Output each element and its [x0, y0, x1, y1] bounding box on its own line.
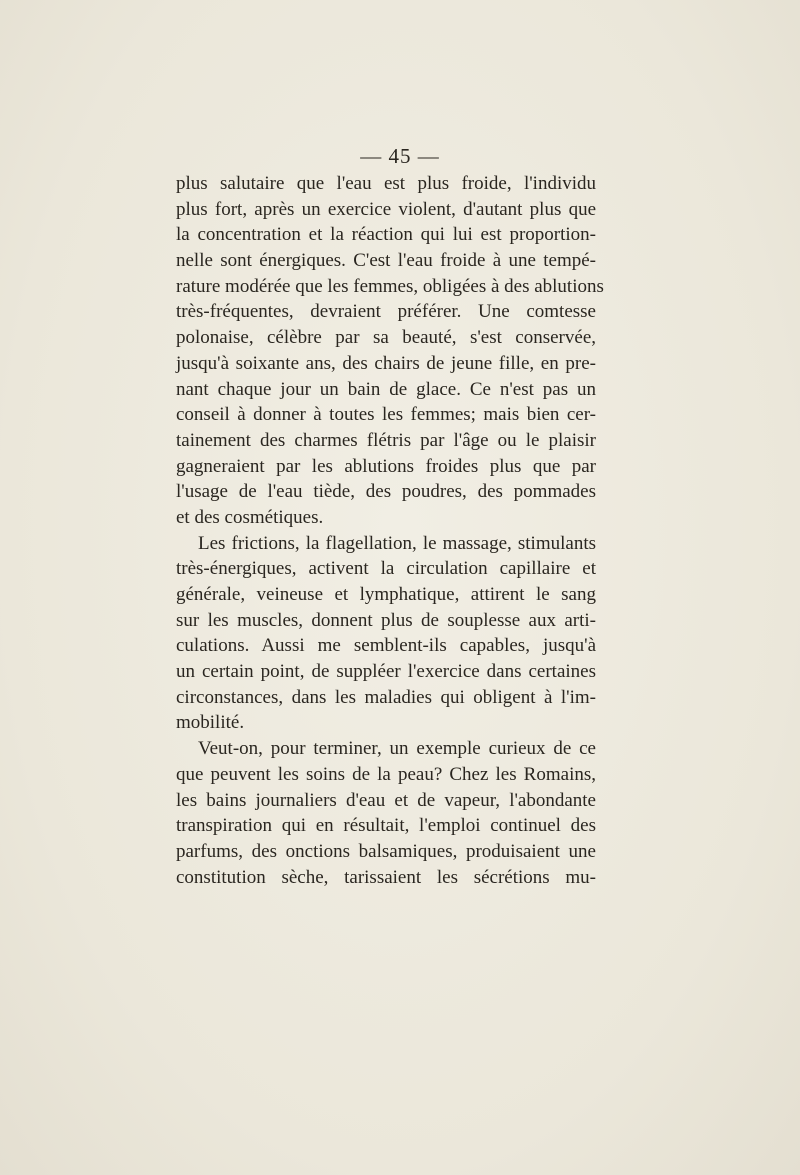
- text-line: plus salutaire que l'eau est plus froide, l'individu: [176, 173, 596, 194]
- text-line: tainement des charmes flétris par l'âge ou le plaisir: [176, 429, 596, 451]
- text-line: culations. Aussi me semblent-ils capables, jusqu'à: [176, 635, 596, 657]
- text-line: très-énergiques, activent la circulation capillaire et: [176, 558, 596, 580]
- text-line: les bains journaliers d'eau et de vapeur, l'abondante: [176, 789, 596, 811]
- text-line: Les frictions, la flagellation, le massage, stimulants: [198, 532, 596, 554]
- text-line: jusqu'à soixante ans, des chairs de jeune fille, en pre-: [176, 352, 596, 374]
- text-line: que peuvent les soins de la peau? Chez les Romains,: [176, 763, 596, 785]
- body-text: [176, 171, 604, 890]
- text-line: sur les muscles, donnent plus de souplesse aux arti-: [176, 609, 596, 631]
- text-line: générale, veineuse et lymphatique, attirent le sang: [176, 584, 596, 605]
- text-line: transpiration qui en résultait, l'emploi continuel des: [176, 815, 596, 837]
- text-line: la concentration et la réaction qui lui est proportion-: [176, 224, 596, 246]
- text-line: gagneraient par les ablutions froides plus que par: [176, 455, 596, 477]
- paragraph: [176, 171, 604, 531]
- text-line: Veut-on, pour terminer, un exemple curieux de ce: [198, 738, 596, 760]
- text-line: constitution sèche, tarissaient les sécrétions mu-: [176, 866, 596, 888]
- paragraph: [176, 736, 596, 890]
- text-line: nelle sont énergiques. C'est l'eau froide à une tempé-: [176, 250, 596, 272]
- text-line: plus fort, après un exercice violent, d'autant plus que: [176, 198, 596, 220]
- text-line: circonstances, dans les maladies qui obligent à l'im-: [176, 686, 596, 708]
- text-line: conseil à donner à toutes les femmes; mais bien cer-: [176, 404, 596, 426]
- text-line: et des cosmétiques.: [176, 506, 324, 528]
- text-line: polonaise, célèbre par sa beauté, s'est conservée,: [176, 327, 596, 349]
- text-line: un certain point, de suppléer l'exercice dans certaines: [176, 661, 596, 683]
- text-line: l'usage de l'eau tiède, des poudres, des pommades: [176, 481, 596, 503]
- text-line: rature modérée que les femmes, obligées à des ablutions: [176, 275, 604, 297]
- text-line: nant chaque jour un bain de glace. Ce n'est pas un: [176, 378, 596, 400]
- text-line: très-fréquentes, devraient préférer. Une comtesse: [176, 301, 596, 323]
- page-number: — 45 —: [360, 144, 440, 168]
- text-line: parfums, des onctions balsamiques, produisaient une: [176, 840, 596, 862]
- paragraph: [176, 531, 596, 737]
- text-line: mobilité.: [176, 712, 245, 734]
